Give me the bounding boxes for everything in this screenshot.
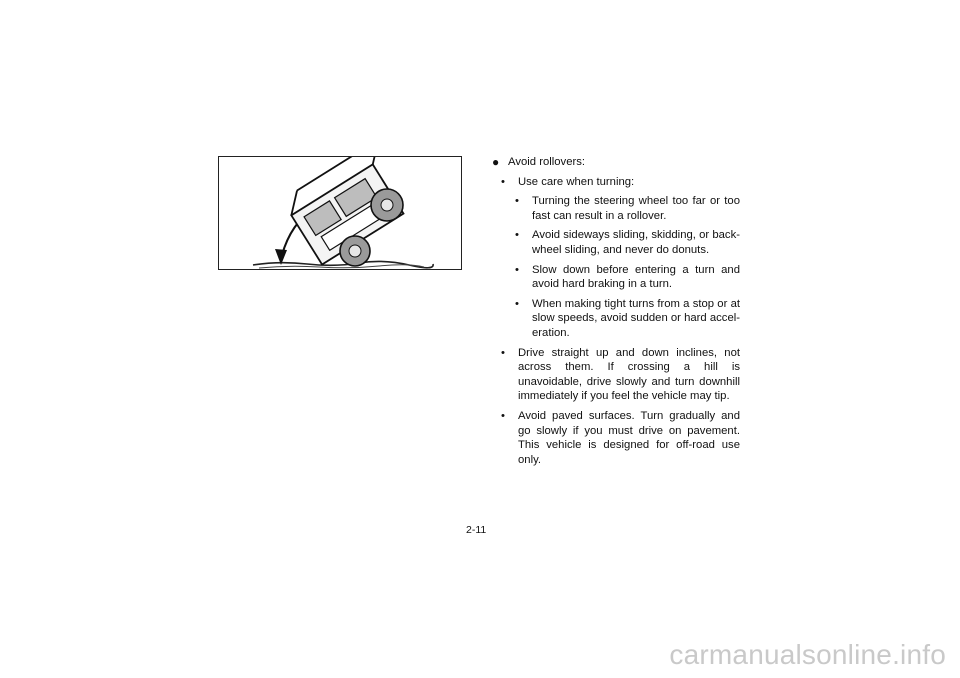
list-item-text: Avoid rollovers: [508, 156, 586, 168]
list-item [492, 228, 740, 257]
bullet-icon: • [501, 175, 505, 188]
list-item [492, 346, 740, 404]
list-item-text: Turning the steering wheel too far or too fast can result in a rollover. [532, 195, 740, 222]
watermark-text: carmanualsonline.info [669, 639, 946, 670]
list-item-text: Use care when turning: [518, 175, 635, 188]
list-item-text: Drive straight up and down inclines, not across them. If crossing a hill is unavoidable, drive slowly and turn downhill immediately if you feel the vehicle may tip. [518, 346, 740, 403]
list-item [492, 175, 740, 190]
bullet-icon: • [515, 195, 519, 208]
list-item-text: When making tight turns from a stop or at slow speeds, avoid sudden or hard accel-eration. [532, 297, 740, 339]
list-item-text: Avoid sideways sliding, skidding, or back-wheel sliding, and never do donuts. [532, 229, 740, 256]
rollover-guidelines [492, 155, 740, 472]
list-item-text: Avoid paved surfaces. Turn gradually and go slowly if you must drive on pavement. This vehicle is designed for off-road use only. [518, 409, 740, 466]
atv-rollover-icon [219, 157, 463, 271]
bullet-icon: • [501, 346, 505, 359]
wheel-upper [371, 189, 403, 221]
bullet-icon: • [515, 297, 519, 310]
circle-bullet-icon: ● [492, 155, 500, 169]
page-number: 2-11 [466, 524, 487, 536]
list-item [492, 297, 740, 341]
rollover-illustration [218, 156, 462, 270]
wheel-lower [340, 236, 370, 266]
list-item-text: Slow down before entering a turn and avoid hard braking in a turn. [532, 263, 740, 291]
bullet-icon: • [501, 409, 505, 422]
list-item [492, 263, 740, 292]
bullet-icon: • [515, 263, 519, 276]
list-item [492, 155, 740, 170]
bullet-icon: • [515, 229, 519, 242]
list-item [492, 194, 740, 223]
list-item [492, 409, 740, 467]
